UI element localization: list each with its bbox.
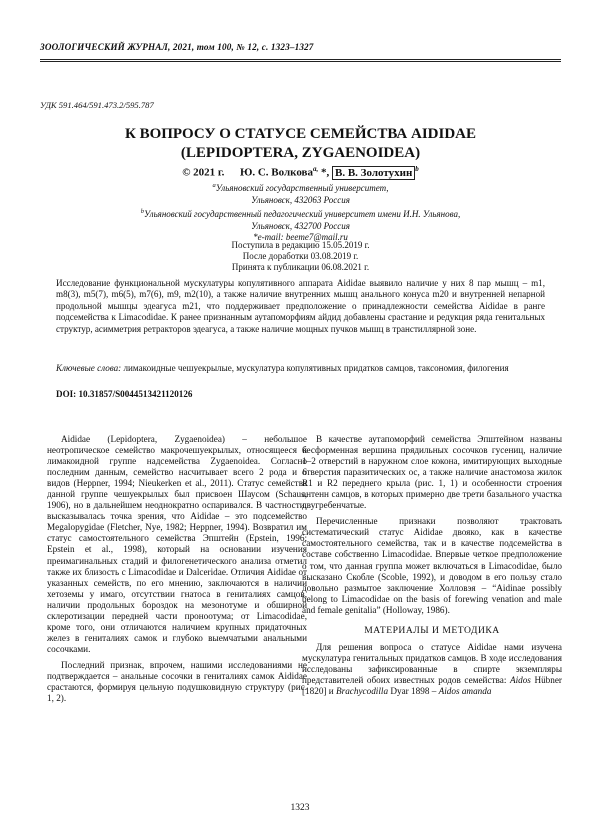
affiliations xyxy=(40,180,561,244)
date-received: Поступила в редакцию 15.05.2019 г. xyxy=(231,240,370,250)
page-number: 1323 xyxy=(290,803,310,813)
author-volkova: Ю. С. Волкова xyxy=(239,166,313,179)
date-accepted: Принята к публикации 06.08.2021 г. xyxy=(231,262,370,272)
udc-code: УДК 591.464/591.473.2/595.787 xyxy=(40,100,154,110)
left-column xyxy=(47,434,307,709)
intro-paragraph-4: Перечисленные признаки позволяют трактовать систематический статус Aididae двояко, как в качестве самостоятельного семейства, так и в качестве подсемейства в составе собственно Limacodidae. Впервые четкое предположение о том, что данная группа может включаться в Limacodidae, было высказано Скобле (Scoble, 1992), и доводом в его пользу стало довольно размытое заключение Холловэя – “Aidinae possibly belong to Limacodidae on the basis of forewing venation and male and female genitalia” (Holloway, 1986). xyxy=(302,516,562,615)
abstract: Исследование функциональной мускулатуры копулятивного аппарата Aididae выявило наличие у них 8 пар мышц – m1, m8(3), m5(7), m6(5), m7(6), m9, m2(10), а также наличие внутренних мышц анального конуса m20 и внутренней непарной продольной мышцы эдеагуса m21, что поддерживает предположение о принадлежности семейства Aididae в ранге подсемейства к Limacodidae. К ранее признанным аутапоморфиям айдид добавлены срастание и редукция ряда генитальных структур, асимметрия ретракторов эдеагуса, а также наличие мощных пучков мышц в транстиллярной зоне. xyxy=(56,278,545,334)
affiliation-b-city: Ульяновск, 432700 Россия xyxy=(251,220,350,231)
copyright-year: © 2021 г. xyxy=(182,166,225,179)
doi: DOI: 10.31857/S0044513421120126 xyxy=(56,389,193,399)
keywords-label: Ключевые слова: xyxy=(56,363,122,373)
affiliation-a: $^a$Ульяновский государственный университет, xyxy=(212,182,389,193)
keywords-text: лимакоидные чешуекрылые, мускулатура копулятивных придатков самцов, таксономия, филогения xyxy=(121,363,509,373)
title-line-1: К ВОПРОСУ О СТАТУСЕ СЕМЕЙСТВА AIDIDAE xyxy=(124,126,477,142)
journal-header: ЗООЛОГИЧЕСКИЙ ЖУРНАЛ, 2021, том 100, № 12, с. 1323–1327 xyxy=(40,42,314,52)
article-title xyxy=(40,125,561,163)
intro-paragraph-1: Aididae (Lepidoptera, Zygaenoidea) – небольшое неотропическое семейство макрочешуекрылых, относящееся к лимакоидной группе надсемейства Zygaenoidea. Согласно последним данным, семейство насчитывает всего 2 рода и 6 видов (Heppner, 1994; Nieukerken et al., 2011). Статус семейства данной группе чешуекрылых был присвоен Шаусом (Schaus, 1906), но в дальнейшем неоднократно оспаривался. В частности, высказывалась точка зрения, что Aididae – это подсемейство Megalopygidae (Fletcher, Nye, 1982; Heppner, 1994). Возвратил им статус самостоятельного семейства Эпштейн (Epstein, 1996; Epstein et al., 1998), который на основании изучения преимагинальных стадий и филогенетического анализа отметил также их близость с Limacodidae и Dalceridae. Отличия Aididae от указанных семейств, по его мнению, заключаются в наличии хетоземы у имаго, отсутствии гнатоса в гениталиях самцов, наличии продольных бороздок на мезонотуме и обширной склеротизации передней части проноотума; от Limacodidae, кроме того, они отличаются наличием крупных придаточных желез в гениталиях самок и глубоко выемчатыми анальными сосочками. xyxy=(47,434,307,654)
author-volkova-affil: a, xyxy=(313,165,319,173)
intro-paragraph-2: Последний признак, впрочем, нашими исследованиями не подтверждается – анальные сосочки в гениталиях самок Aididae срастаются, формируя цельную подушковидную структуру (рис. 1, 2). xyxy=(47,659,307,704)
byline xyxy=(40,165,561,179)
submission-dates xyxy=(40,240,561,273)
right-column xyxy=(302,434,562,702)
keywords xyxy=(56,363,545,374)
header-rule xyxy=(40,59,561,60)
date-revised: После доработки 03.08.2019 г. xyxy=(242,251,359,261)
author-volkova-mark: *, xyxy=(318,166,330,179)
intro-paragraph-3: В качестве аутапоморфий семейства Эпштейном названы бесформенная вершина прядильных сосочков гусениц, наличие 1–2 отверстий в наружном слое кокона, имитирующих выходные отверстия паразитических ос, а также наличие анастомоза жилок R1 и R2 переднего крыла (рис. 1, 1) и особенности строения антенн самцов, в которых примерно две трети базального участка двугребенчатые. xyxy=(302,434,562,511)
author-zolotukhin-affil: b xyxy=(415,165,419,173)
section-heading-methods: МАТЕРИАЛЫ И МЕТОДИКА xyxy=(364,624,500,636)
contact-email: *e-mail: beeme7@mail.ru xyxy=(253,232,348,242)
affiliation-b: $^b$Ульяновский государственный педагогический университет имени И.Н. Ульянова, xyxy=(140,208,461,219)
header-rule-second xyxy=(40,61,561,62)
methods-paragraph-1: Для решения вопроса о статусе Aididae нами изучена мускулатура генитальных придатков самцов. В ходе исследования исследованы зафиксированные в спирте экземпляры представителей обоих известных родов семейства: Aidos Hübner [1820] и Brachycodilla Dyar 1898 – Aidos amanda xyxy=(302,641,562,696)
title-line-2: (LEPIDOPTERA, ZYGAENOIDEA) xyxy=(180,145,421,161)
author-zolotukhin: В. В. Золотухин xyxy=(332,166,415,180)
affiliation-a-city: Ульяновск, 432063 Россия xyxy=(251,194,350,205)
